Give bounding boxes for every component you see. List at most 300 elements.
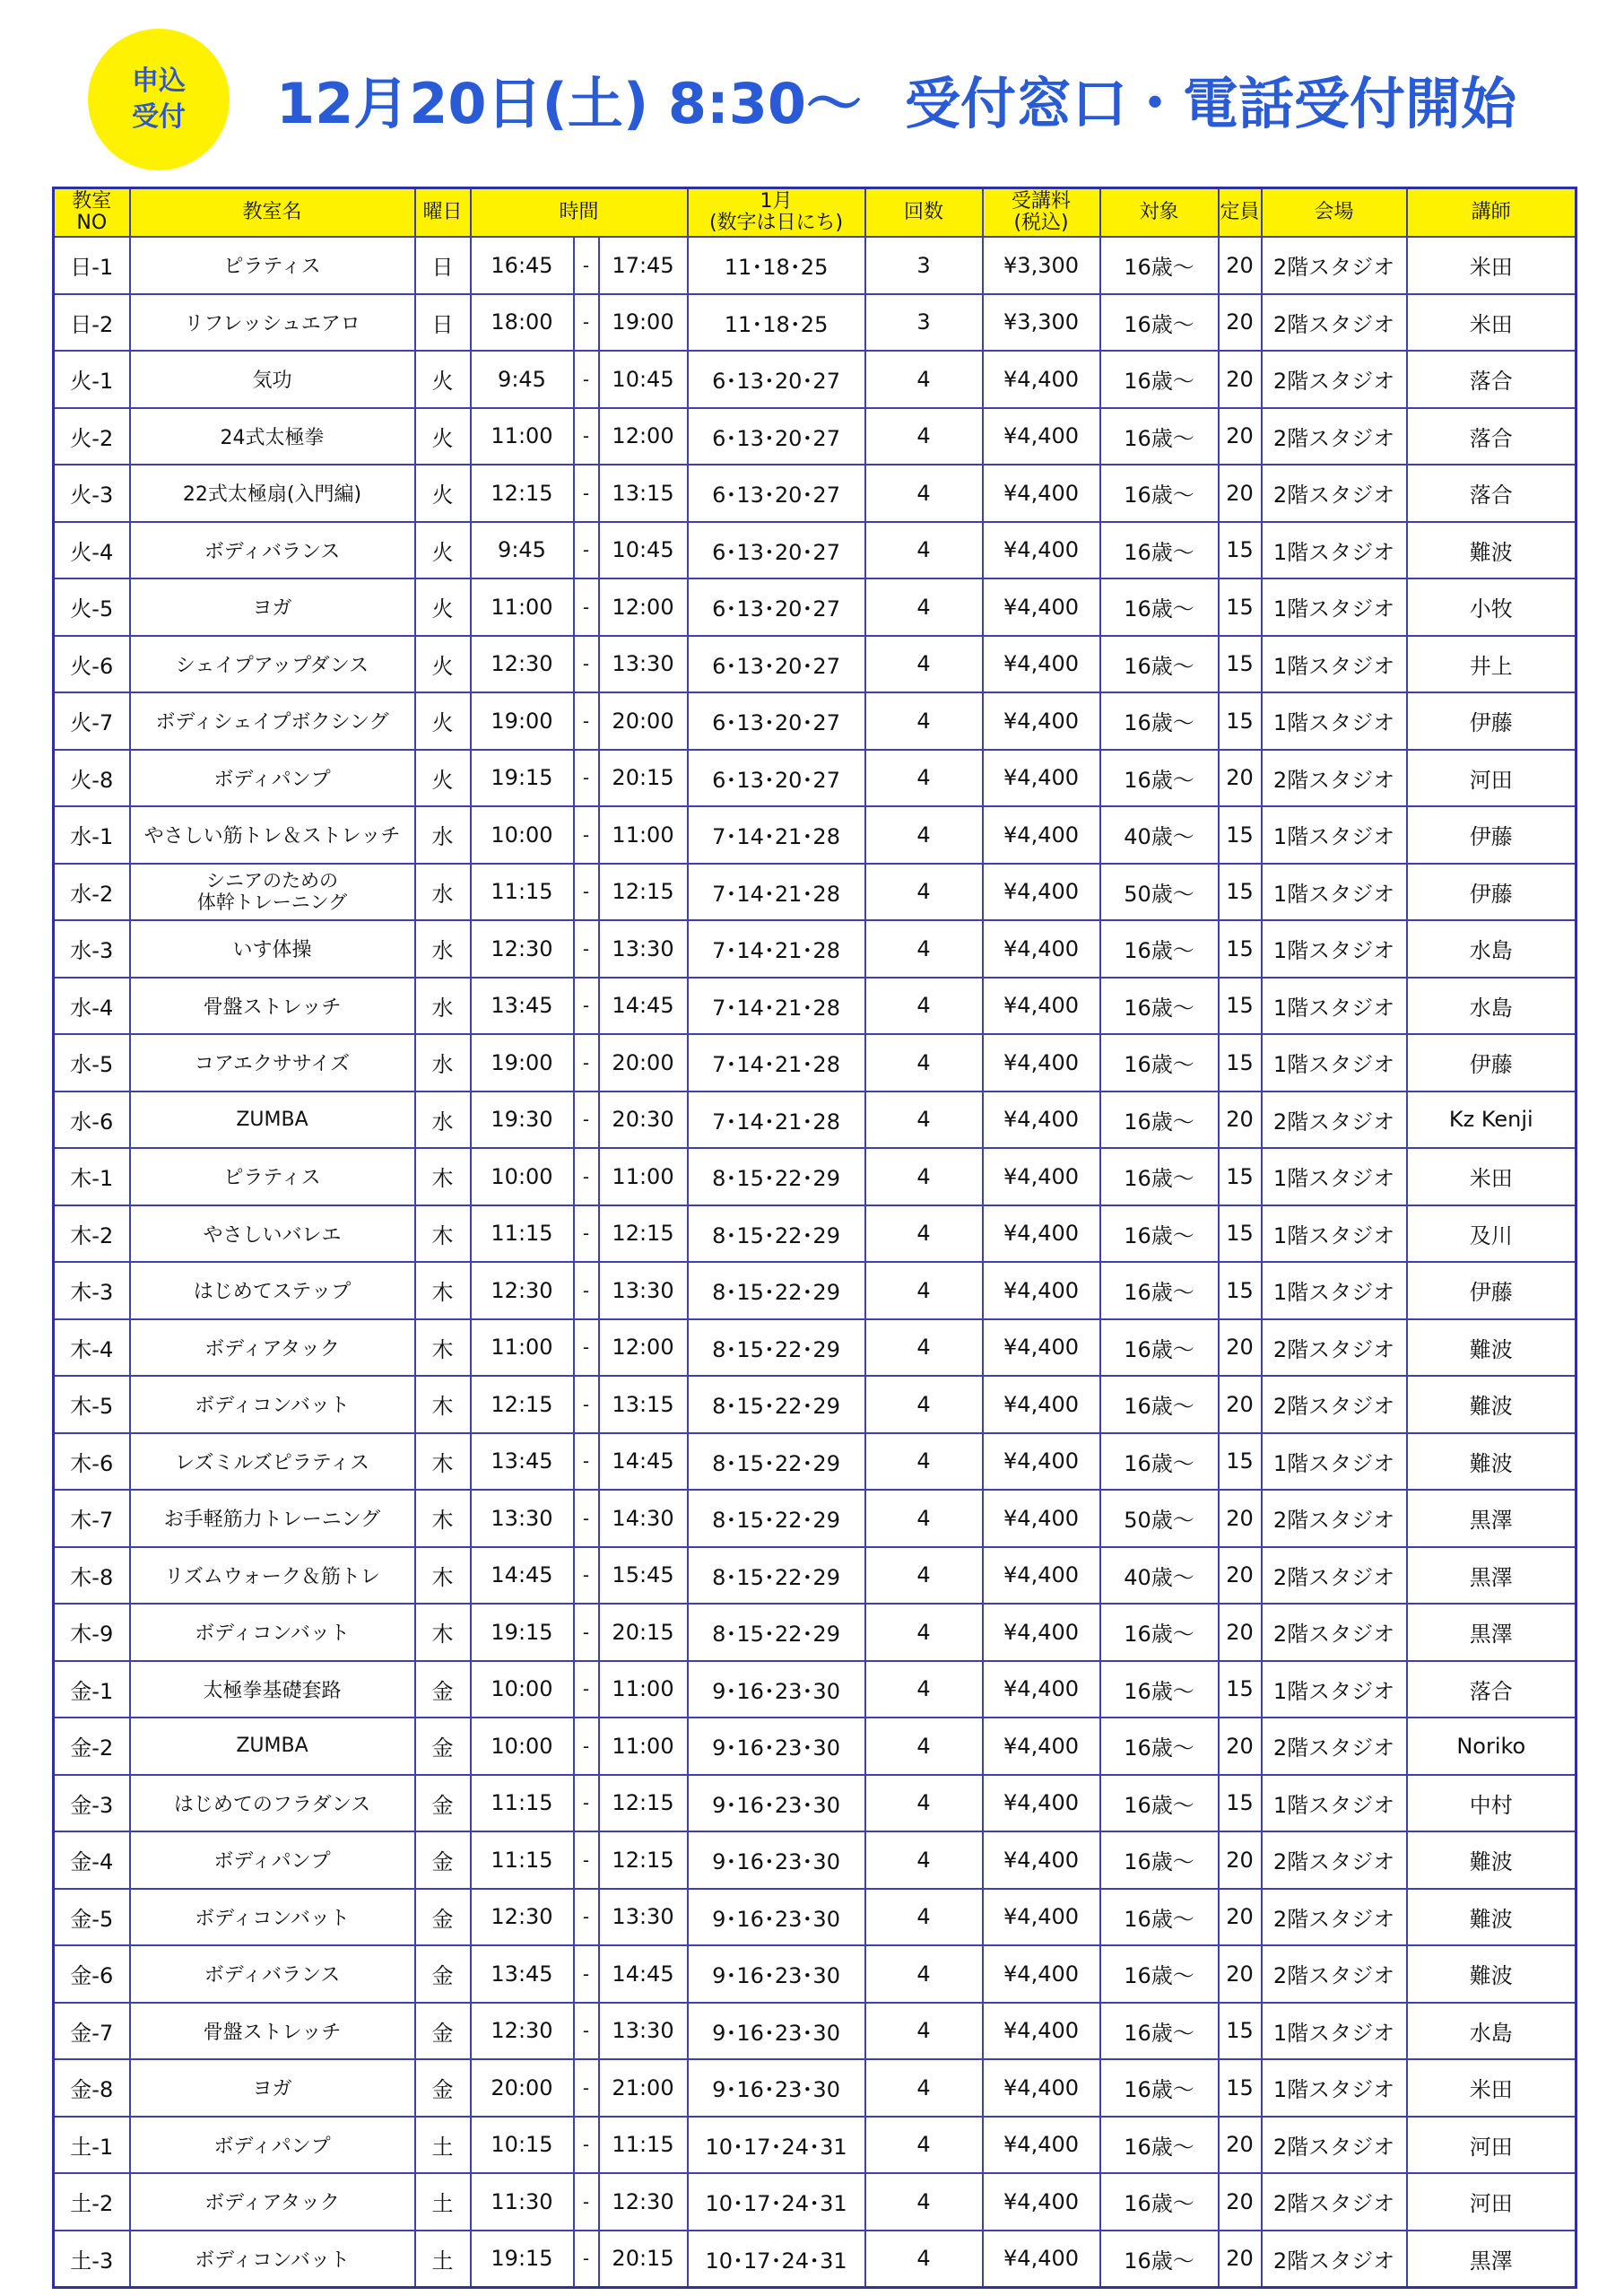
- count-cell: 4: [865, 864, 983, 921]
- capacity-cell: 15: [1219, 1661, 1262, 1718]
- table-row: [54, 1091, 1576, 1149]
- day-cell: 日: [415, 237, 471, 294]
- table-row: [54, 1433, 1576, 1491]
- table-row: [54, 1661, 1576, 1718]
- count-cell: 4: [865, 1945, 983, 2003]
- capacity-cell: 15: [1219, 1262, 1262, 1319]
- count-cell: 4: [865, 1319, 983, 1377]
- table-row: [54, 1262, 1576, 1319]
- venue-cell: 2階スタジオ: [1262, 1319, 1407, 1377]
- instructor-cell: 難波: [1407, 1319, 1576, 1377]
- count-cell: 4: [865, 2003, 983, 2060]
- fee-cell: ¥4,400: [983, 1205, 1100, 1263]
- end-time-cell: 17:45: [599, 237, 688, 294]
- instructor-cell: 黒澤: [1407, 2231, 1576, 2288]
- day-cell: 金: [415, 1661, 471, 1718]
- header-class-name: 教室名: [130, 188, 415, 238]
- fee-cell: ¥4,400: [983, 1319, 1100, 1377]
- table-row: [54, 578, 1576, 636]
- venue-cell: 1階スタジオ: [1262, 1775, 1407, 1832]
- table-row: [54, 465, 1576, 522]
- end-time-cell: 13:15: [599, 1376, 688, 1433]
- start-time-cell: 11:15: [471, 1831, 574, 1889]
- instructor-cell: 落合: [1407, 465, 1576, 522]
- day-cell: 土: [415, 2173, 471, 2231]
- capacity-cell: 20: [1219, 1945, 1262, 2003]
- dates-cell: 8･15･22･29: [688, 1604, 865, 1661]
- start-time-cell: 12:30: [471, 1889, 574, 1946]
- dates-cell: 10･17･24･31: [688, 2117, 865, 2174]
- start-time-cell: 12:15: [471, 465, 574, 522]
- table-row: [54, 1319, 1576, 1377]
- table-row: [54, 1490, 1576, 1547]
- start-time-cell: 10:00: [471, 1661, 574, 1718]
- header-count: 回数: [865, 188, 983, 238]
- venue-cell: 1階スタジオ: [1262, 1433, 1407, 1491]
- class-name-cell: ボディコンバット: [130, 1604, 415, 1661]
- class-no-cell: 金-7: [54, 2003, 130, 2060]
- end-time-cell: 21:00: [599, 2059, 688, 2117]
- day-cell: 金: [415, 2003, 471, 2060]
- class-no-cell: 土-1: [54, 2117, 130, 2174]
- table-row: [54, 1148, 1576, 1205]
- instructor-cell: 伊藤: [1407, 864, 1576, 921]
- capacity-cell: 20: [1219, 351, 1262, 408]
- class-no-cell: 火-6: [54, 636, 130, 693]
- time-dash-cell: -: [574, 636, 599, 693]
- dates-cell: 7･14･21･28: [688, 864, 865, 921]
- class-no-cell: 火-3: [54, 465, 130, 522]
- start-time-cell: 20:00: [471, 2059, 574, 2117]
- instructor-cell: 河田: [1407, 2117, 1576, 2174]
- start-time-cell: 19:15: [471, 2231, 574, 2288]
- class-no-cell: 木-5: [54, 1376, 130, 1433]
- venue-cell: 2階スタジオ: [1262, 2231, 1407, 2288]
- capacity-cell: 15: [1219, 578, 1262, 636]
- dates-cell: 8･15･22･29: [688, 1262, 865, 1319]
- target-cell: 16歳～: [1100, 2173, 1219, 2231]
- venue-cell: 2階スタジオ: [1262, 1376, 1407, 1433]
- class-no-cell: 日-2: [54, 294, 130, 352]
- day-cell: 火: [415, 692, 471, 750]
- capacity-cell: 20: [1219, 750, 1262, 807]
- time-dash-cell: -: [574, 920, 599, 978]
- fee-cell: ¥4,400: [983, 465, 1100, 522]
- capacity-cell: 15: [1219, 1034, 1262, 1091]
- fee-cell: ¥4,400: [983, 1433, 1100, 1491]
- day-cell: 水: [415, 978, 471, 1035]
- count-cell: 4: [865, 636, 983, 693]
- instructor-cell: 米田: [1407, 2059, 1576, 2117]
- time-dash-cell: -: [574, 351, 599, 408]
- start-time-cell: 19:00: [471, 1034, 574, 1091]
- day-cell: 木: [415, 1433, 471, 1491]
- day-cell: 金: [415, 1831, 471, 1889]
- venue-cell: 2階スタジオ: [1262, 237, 1407, 294]
- count-cell: 4: [865, 2117, 983, 2174]
- class-no-cell: 木-2: [54, 1205, 130, 1263]
- count-cell: 4: [865, 1775, 983, 1832]
- dates-cell: 6･13･20･27: [688, 351, 865, 408]
- table-row: [54, 351, 1576, 408]
- dates-cell: 6･13･20･27: [688, 578, 865, 636]
- table-row: [54, 1775, 1576, 1832]
- time-dash-cell: -: [574, 2117, 599, 2174]
- class-name-cell: いす体操: [130, 920, 415, 978]
- fee-cell: ¥4,400: [983, 1262, 1100, 1319]
- count-cell: 4: [865, 750, 983, 807]
- class-name-cell: ボディコンバット: [130, 1376, 415, 1433]
- venue-cell: 1階スタジオ: [1262, 522, 1407, 579]
- class-no-cell: 火-4: [54, 522, 130, 579]
- class-no-cell: 水-3: [54, 920, 130, 978]
- dates-cell: 9･16･23･30: [688, 2059, 865, 2117]
- time-dash-cell: -: [574, 522, 599, 579]
- time-dash-cell: -: [574, 578, 599, 636]
- day-cell: 木: [415, 1376, 471, 1433]
- target-cell: 16歳～: [1100, 1376, 1219, 1433]
- count-cell: 4: [865, 978, 983, 1035]
- dates-cell: 11･18･25: [688, 237, 865, 294]
- class-name-cell: やさしいバレエ: [130, 1205, 415, 1263]
- count-cell: 4: [865, 1091, 983, 1149]
- start-time-cell: 16:45: [471, 237, 574, 294]
- venue-cell: 1階スタジオ: [1262, 2059, 1407, 2117]
- end-time-cell: 12:00: [599, 1319, 688, 1377]
- time-dash-cell: -: [574, 1376, 599, 1433]
- venue-cell: 2階スタジオ: [1262, 1718, 1407, 1775]
- class-name-cell: お手軽筋力トレーニング: [130, 1490, 415, 1547]
- instructor-cell: 落合: [1407, 1661, 1576, 1718]
- start-time-cell: 10:15: [471, 2117, 574, 2174]
- table-row: [54, 1718, 1576, 1775]
- target-cell: 16歳～: [1100, 1718, 1219, 1775]
- dates-cell: 7･14･21･28: [688, 806, 865, 864]
- dates-cell: 10･17･24･31: [688, 2173, 865, 2231]
- capacity-cell: 20: [1219, 1831, 1262, 1889]
- time-dash-cell: -: [574, 1889, 599, 1946]
- fee-cell: ¥4,400: [983, 2003, 1100, 2060]
- start-time-cell: 12:15: [471, 1376, 574, 1433]
- table-row: [54, 2117, 1576, 2174]
- start-time-cell: 10:00: [471, 1148, 574, 1205]
- day-cell: 金: [415, 1718, 471, 1775]
- capacity-cell: 20: [1219, 2231, 1262, 2288]
- day-cell: 火: [415, 465, 471, 522]
- class-no-cell: 火-7: [54, 692, 130, 750]
- class-name-cell: はじめてのフラダンス: [130, 1775, 415, 1832]
- count-cell: 4: [865, 351, 983, 408]
- capacity-cell: 20: [1219, 1376, 1262, 1433]
- capacity-cell: 20: [1219, 1604, 1262, 1661]
- instructor-cell: 難波: [1407, 1376, 1576, 1433]
- target-cell: 16歳～: [1100, 2117, 1219, 2174]
- class-name-cell: 骨盤ストレッチ: [130, 2003, 415, 2060]
- table-row: [54, 294, 1576, 352]
- venue-cell: 1階スタジオ: [1262, 1148, 1407, 1205]
- instructor-cell: 水島: [1407, 978, 1576, 1035]
- class-name-cell: 太極拳基礎套路: [130, 1661, 415, 1718]
- target-cell: 16歳～: [1100, 1034, 1219, 1091]
- table-row: [54, 1831, 1576, 1889]
- end-time-cell: 11:15: [599, 2117, 688, 2174]
- start-time-cell: 13:45: [471, 1945, 574, 2003]
- fee-cell: ¥4,400: [983, 1376, 1100, 1433]
- instructor-cell: 水島: [1407, 920, 1576, 978]
- instructor-cell: 黒澤: [1407, 1604, 1576, 1661]
- time-dash-cell: -: [574, 1775, 599, 1832]
- fee-cell: ¥4,400: [983, 1718, 1100, 1775]
- target-cell: 16歳～: [1100, 1661, 1219, 1718]
- class-name-cell: シニアのための 体幹トレーニング: [130, 864, 415, 921]
- start-time-cell: 11:30: [471, 2173, 574, 2231]
- class-no-cell: 木-1: [54, 1148, 130, 1205]
- table-row: [54, 2003, 1576, 2060]
- instructor-cell: 黒澤: [1407, 1547, 1576, 1605]
- header-class-no: 教室 NO: [54, 188, 130, 238]
- fee-cell: ¥4,400: [983, 1490, 1100, 1547]
- instructor-cell: 中村: [1407, 1775, 1576, 1832]
- target-cell: 16歳～: [1100, 1205, 1219, 1263]
- end-time-cell: 20:15: [599, 1604, 688, 1661]
- end-time-cell: 13:30: [599, 2003, 688, 2060]
- capacity-cell: 20: [1219, 2117, 1262, 2174]
- capacity-cell: 15: [1219, 1433, 1262, 1491]
- time-dash-cell: -: [574, 2231, 599, 2288]
- class-no-cell: 火-1: [54, 351, 130, 408]
- header-dates: 1月 (数字は日にち): [688, 188, 865, 238]
- target-cell: 40歳～: [1100, 806, 1219, 864]
- table-row: [54, 1945, 1576, 2003]
- dates-cell: 9･16･23･30: [688, 1945, 865, 2003]
- class-name-cell: ボディコンバット: [130, 1889, 415, 1946]
- class-name-cell: リズムウォーク＆筋トレ: [130, 1547, 415, 1605]
- fee-cell: ¥4,400: [983, 522, 1100, 579]
- class-no-cell: 金-4: [54, 1831, 130, 1889]
- venue-cell: 1階スタジオ: [1262, 920, 1407, 978]
- day-cell: 金: [415, 1775, 471, 1832]
- day-cell: 木: [415, 1262, 471, 1319]
- start-time-cell: 12:30: [471, 2003, 574, 2060]
- start-time-cell: 10:00: [471, 1718, 574, 1775]
- class-no-cell: 火-5: [54, 578, 130, 636]
- count-cell: 4: [865, 1262, 983, 1319]
- table-row: [54, 1205, 1576, 1263]
- class-name-cell: 22式太極扇(入門編): [130, 465, 415, 522]
- end-time-cell: 13:30: [599, 920, 688, 978]
- venue-cell: 1階スタジオ: [1262, 2003, 1407, 2060]
- class-name-cell: ピラティス: [130, 1148, 415, 1205]
- target-cell: 16歳～: [1100, 1091, 1219, 1149]
- capacity-cell: 20: [1219, 2173, 1262, 2231]
- dates-cell: 6･13･20･27: [688, 636, 865, 693]
- class-no-cell: 土-2: [54, 2173, 130, 2231]
- day-cell: 水: [415, 806, 471, 864]
- capacity-cell: 15: [1219, 636, 1262, 693]
- dates-cell: 8･15･22･29: [688, 1376, 865, 1433]
- time-dash-cell: -: [574, 750, 599, 807]
- dates-cell: 6･13･20･27: [688, 465, 865, 522]
- end-time-cell: 20:15: [599, 2231, 688, 2288]
- end-time-cell: 20:15: [599, 750, 688, 807]
- instructor-cell: 米田: [1407, 294, 1576, 352]
- capacity-cell: 20: [1219, 1718, 1262, 1775]
- dates-cell: 8･15･22･29: [688, 1148, 865, 1205]
- class-no-cell: 金-2: [54, 1718, 130, 1775]
- fee-cell: ¥4,400: [983, 978, 1100, 1035]
- instructor-cell: 井上: [1407, 636, 1576, 693]
- instructor-cell: Kz Kenji: [1407, 1091, 1576, 1149]
- start-time-cell: 10:00: [471, 806, 574, 864]
- venue-cell: 2階スタジオ: [1262, 1945, 1407, 2003]
- day-cell: 金: [415, 1945, 471, 2003]
- day-cell: 火: [415, 636, 471, 693]
- fee-cell: ¥4,400: [983, 578, 1100, 636]
- count-cell: 4: [865, 1490, 983, 1547]
- dates-cell: 7･14･21･28: [688, 920, 865, 978]
- table-row: [54, 920, 1576, 978]
- time-dash-cell: -: [574, 237, 599, 294]
- dates-cell: 6･13･20･27: [688, 522, 865, 579]
- venue-cell: 2階スタジオ: [1262, 465, 1407, 522]
- target-cell: 16歳～: [1100, 2059, 1219, 2117]
- class-name-cell: ZUMBA: [130, 1091, 415, 1149]
- class-no-cell: 木-7: [54, 1490, 130, 1547]
- end-time-cell: 12:00: [599, 408, 688, 465]
- time-dash-cell: -: [574, 1547, 599, 1605]
- table-row: [54, 636, 1576, 693]
- class-no-cell: 水-4: [54, 978, 130, 1035]
- count-cell: 4: [865, 2059, 983, 2117]
- count-cell: 4: [865, 1604, 983, 1661]
- capacity-cell: 15: [1219, 806, 1262, 864]
- capacity-cell: 15: [1219, 864, 1262, 921]
- target-cell: 16歳～: [1100, 1148, 1219, 1205]
- start-time-cell: 11:00: [471, 408, 574, 465]
- table-row: [54, 2059, 1576, 2117]
- time-dash-cell: -: [574, 2173, 599, 2231]
- day-cell: 火: [415, 750, 471, 807]
- start-time-cell: 19:15: [471, 750, 574, 807]
- time-dash-cell: -: [574, 2003, 599, 2060]
- capacity-cell: 15: [1219, 2003, 1262, 2060]
- class-name-cell: 骨盤ストレッチ: [130, 978, 415, 1035]
- time-dash-cell: -: [574, 1945, 599, 2003]
- class-no-cell: 金-1: [54, 1661, 130, 1718]
- day-cell: 木: [415, 1205, 471, 1263]
- fee-cell: ¥4,400: [983, 351, 1100, 408]
- table-row: [54, 1547, 1576, 1605]
- day-cell: 火: [415, 578, 471, 636]
- start-time-cell: 13:30: [471, 1490, 574, 1547]
- instructor-cell: Noriko: [1407, 1718, 1576, 1775]
- capacity-cell: 15: [1219, 920, 1262, 978]
- count-cell: 4: [865, 465, 983, 522]
- capacity-cell: 20: [1219, 1319, 1262, 1377]
- target-cell: 16歳～: [1100, 692, 1219, 750]
- end-time-cell: 10:45: [599, 351, 688, 408]
- end-time-cell: 12:15: [599, 1775, 688, 1832]
- time-dash-cell: -: [574, 1718, 599, 1775]
- day-cell: 木: [415, 1604, 471, 1661]
- fee-cell: ¥4,400: [983, 1034, 1100, 1091]
- fee-cell: ¥4,400: [983, 1091, 1100, 1149]
- table-row: [54, 1604, 1576, 1661]
- end-time-cell: 12:15: [599, 1831, 688, 1889]
- class-name-cell: 24式太極拳: [130, 408, 415, 465]
- table-row: [54, 1034, 1576, 1091]
- start-time-cell: 13:45: [471, 978, 574, 1035]
- fee-cell: ¥4,400: [983, 1945, 1100, 2003]
- end-time-cell: 10:45: [599, 522, 688, 579]
- dates-cell: 6･13･20･27: [688, 408, 865, 465]
- venue-cell: 2階スタジオ: [1262, 2117, 1407, 2174]
- class-name-cell: ボディアタック: [130, 2173, 415, 2231]
- fee-cell: ¥4,400: [983, 1831, 1100, 1889]
- venue-cell: 2階スタジオ: [1262, 2173, 1407, 2231]
- time-dash-cell: -: [574, 1091, 599, 1149]
- day-cell: 火: [415, 522, 471, 579]
- target-cell: 16歳～: [1100, 1262, 1219, 1319]
- capacity-cell: 15: [1219, 692, 1262, 750]
- fee-cell: ¥4,400: [983, 806, 1100, 864]
- instructor-cell: 伊藤: [1407, 1034, 1576, 1091]
- end-time-cell: 14:30: [599, 1490, 688, 1547]
- end-time-cell: 11:00: [599, 1148, 688, 1205]
- day-cell: 土: [415, 2117, 471, 2174]
- class-no-cell: 木-9: [54, 1604, 130, 1661]
- end-time-cell: 19:00: [599, 294, 688, 352]
- class-no-cell: 金-5: [54, 1889, 130, 1946]
- time-dash-cell: -: [574, 1831, 599, 1889]
- start-time-cell: 9:45: [471, 522, 574, 579]
- venue-cell: 2階スタジオ: [1262, 408, 1407, 465]
- title-date: 12月20日(土) 8:30～: [276, 70, 863, 136]
- instructor-cell: 河田: [1407, 750, 1576, 807]
- time-dash-cell: -: [574, 806, 599, 864]
- capacity-cell: 20: [1219, 1547, 1262, 1605]
- instructor-cell: 難波: [1407, 1433, 1576, 1491]
- start-time-cell: 19:30: [471, 1091, 574, 1149]
- start-time-cell: 11:15: [471, 1775, 574, 1832]
- day-cell: 水: [415, 1091, 471, 1149]
- target-cell: 16歳～: [1100, 1831, 1219, 1889]
- venue-cell: 1階スタジオ: [1262, 1205, 1407, 1263]
- instructor-cell: 難波: [1407, 1945, 1576, 2003]
- class-no-cell: 日-1: [54, 237, 130, 294]
- count-cell: 4: [865, 692, 983, 750]
- fee-cell: ¥4,400: [983, 2117, 1100, 2174]
- class-no-cell: 火-2: [54, 408, 130, 465]
- venue-cell: 2階スタジオ: [1262, 1490, 1407, 1547]
- start-time-cell: 11:00: [471, 578, 574, 636]
- class-no-cell: 金-8: [54, 2059, 130, 2117]
- class-name-cell: ボディバランス: [130, 1945, 415, 2003]
- venue-cell: 1階スタジオ: [1262, 1262, 1407, 1319]
- fee-cell: ¥4,400: [983, 692, 1100, 750]
- count-cell: 4: [865, 1205, 983, 1263]
- venue-cell: 1階スタジオ: [1262, 1661, 1407, 1718]
- fee-cell: ¥4,400: [983, 408, 1100, 465]
- target-cell: 16歳～: [1100, 237, 1219, 294]
- start-time-cell: 18:00: [471, 294, 574, 352]
- instructor-cell: 河田: [1407, 2173, 1576, 2231]
- fee-cell: ¥3,300: [983, 237, 1100, 294]
- instructor-cell: 伊藤: [1407, 692, 1576, 750]
- fee-cell: ¥4,400: [983, 920, 1100, 978]
- end-time-cell: 13:30: [599, 636, 688, 693]
- instructor-cell: 水島: [1407, 2003, 1576, 2060]
